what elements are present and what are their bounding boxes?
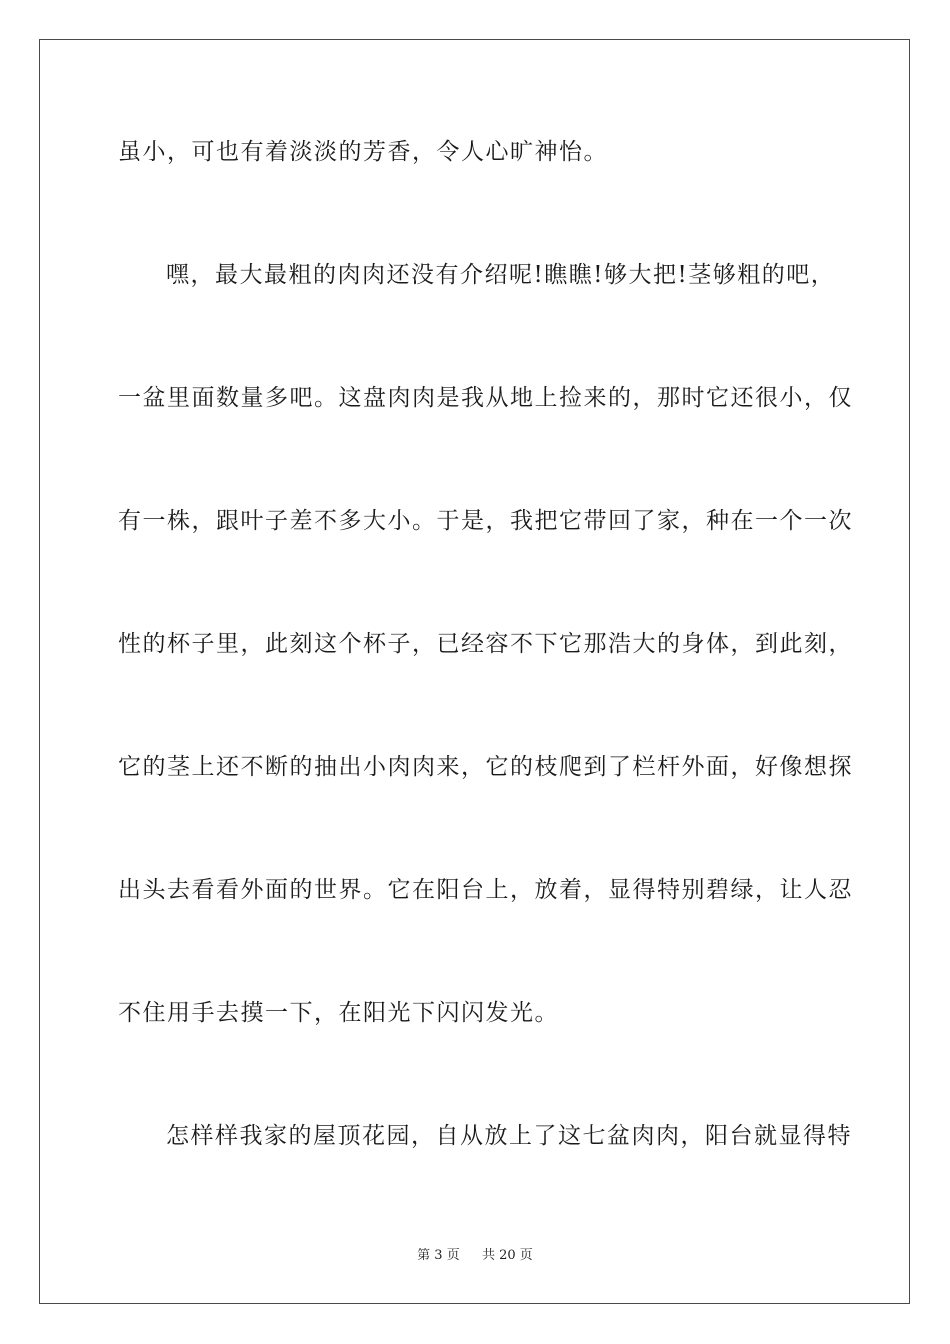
page-total: 共 20 页 xyxy=(482,1248,533,1263)
text-line-1: 虽小，可也有着淡淡的芳香，令人心旷神怡。 xyxy=(118,139,608,165)
text-line-3: 一盆里面数量多吧。这盘肉肉是我从地上捡来的，那时它还很小，仅 xyxy=(118,385,853,411)
text-line-8: 不住用手去摸一下，在阳光下闪闪发光。 xyxy=(118,1000,559,1026)
page-number: 第 3 页 xyxy=(417,1248,460,1263)
text-line-7: 出头去看看外面的世界。它在阳台上，放着，显得特别碧绿，让人忍 xyxy=(118,877,853,903)
text-line-9: 怎样样我家的屋顶花园，自从放上了这七盆肉肉，阳台就显得特 xyxy=(166,1123,852,1149)
page-frame xyxy=(39,39,910,1304)
text-line-4: 有一株，跟叶子差不多大小。于是，我把它带回了家，种在一个一次 xyxy=(118,508,853,534)
text-line-6: 它的茎上还不断的抽出小肉肉来，它的枝爬到了栏杆外面，好像想探 xyxy=(118,754,853,780)
text-line-5: 性的杯子里，此刻这个杯子，已经容不下它那浩大的身体，到此刻， xyxy=(118,631,853,657)
page-footer xyxy=(0,1248,950,1264)
text-line-2: 嘿，最大最粗的肉肉还没有介绍呢!瞧瞧!够大把!茎够粗的吧， xyxy=(166,262,836,288)
